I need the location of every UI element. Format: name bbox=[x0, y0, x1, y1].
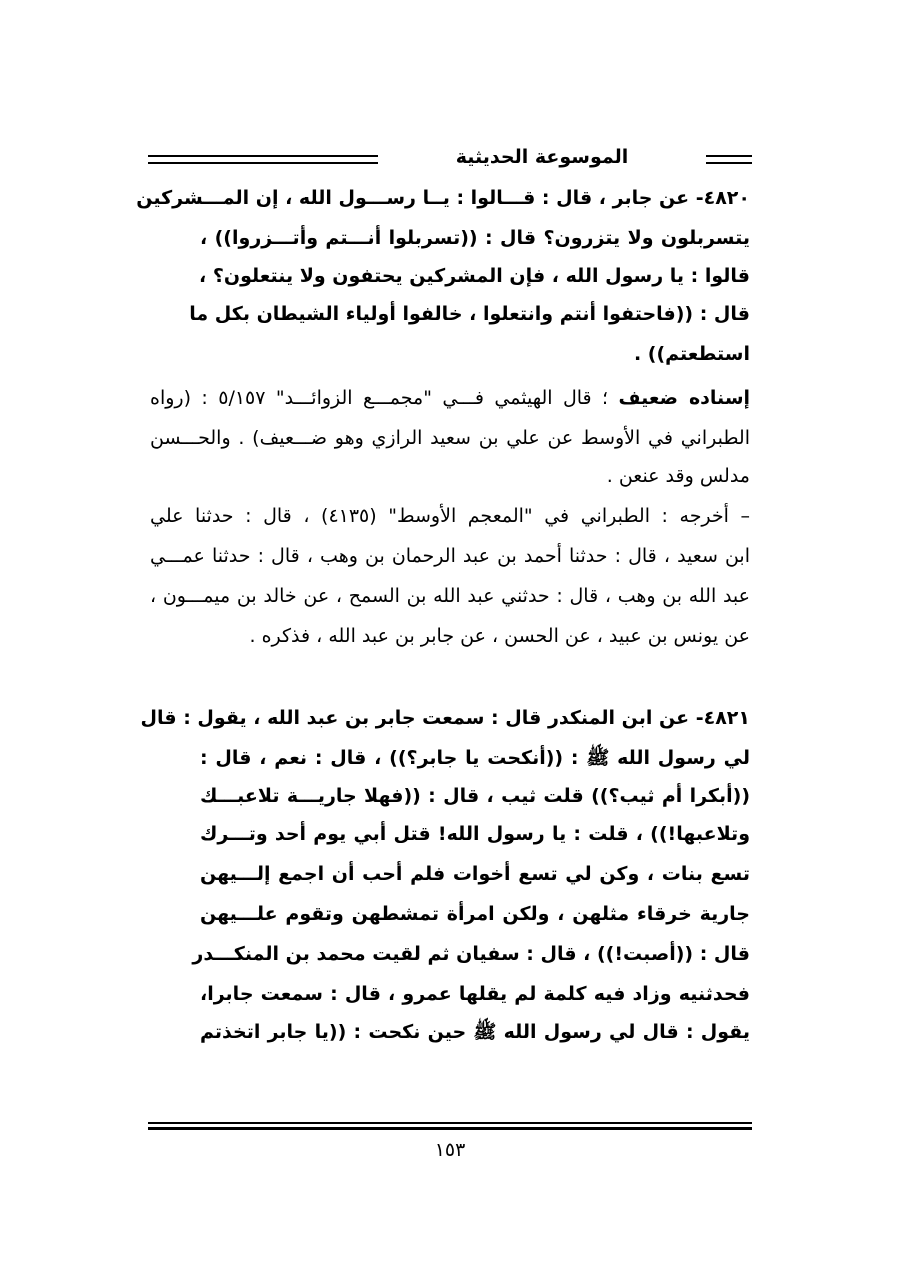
page-title: الموسوعة الحديثية bbox=[455, 146, 629, 168]
running-header bbox=[148, 144, 752, 170]
footer-rule-thin bbox=[148, 1122, 752, 1124]
hadith-4820-line-1: ٤٨٢٠- عن جابر ، قال : قـــالوا : يــا رســـول الله ، إن المـــشركين bbox=[136, 187, 750, 209]
header-rule-right bbox=[706, 155, 752, 164]
hadith-4821-line-8: فحدثنيه وزاد فيه كلمة لم يقلها عمرو ، قال : سمعت جابرا، bbox=[200, 983, 750, 1005]
footer-rule-thick bbox=[148, 1127, 752, 1130]
hadith-4821-line-7: قال : ((أصبت!)) ، قال : سفيان ثم لقيت محمد بن المنكـــدر bbox=[192, 943, 750, 965]
commentary-line-2: الطبراني في الأوسط عن علي بن سعيد الرازي وهو ضـــعيف) . والحـــسن bbox=[150, 427, 750, 449]
page-number: ١٥٣ bbox=[434, 1139, 466, 1161]
commentary-line-6: عبد الله بن وهب ، قال : حدثني عبد الله بن السمح ، عن خالد بن ميمـــون ، bbox=[150, 585, 750, 607]
commentary-line-3: مدلس وقد عنعن . bbox=[606, 465, 750, 487]
hadith-4821-line-3: ((أبكرا أم ثيب؟)) قلت ثيب ، قال : ((فهلا جاريـــة تلاعبـــك bbox=[200, 785, 750, 807]
hadith-4821-line-6: جارية خرقاء مثلهن ، ولكن امرأة تمشطهن وتقوم علـــيهن bbox=[200, 903, 750, 925]
commentary-line-7: عن يونس بن عبيد ، عن الحسن ، عن جابر بن عبد الله ، فذكره . bbox=[249, 625, 750, 647]
hadith-4820-line-5: استطعتم)) . bbox=[633, 343, 750, 365]
commentary-line-1 bbox=[150, 380, 750, 416]
commentary-lead-phrase: إسناده ضعيف bbox=[618, 387, 751, 409]
commentary-line-4: – أخرجه : الطبراني في "المعجم الأوسط" (٤١٣٥) ، قال : حدثنا علي bbox=[150, 505, 751, 527]
hadith-4821-line-2: لي رسول الله ﷺ : ((أنكحت يا جابر؟)) ، قال : نعم ، قال : bbox=[200, 747, 750, 769]
hadith-4820-line-4: قال : ((فاحتفوا أنتم وانتعلوا ، خالفوا أولياء الشيطان بكل ما bbox=[189, 303, 750, 325]
hadith-4820-line-3: قالوا : يا رسول الله ، فإن المشركين يحتفون ولا ينتعلون؟ ، bbox=[199, 265, 750, 287]
hadith-4821-line-5: تسع بنات ، وكن لي تسع أخوات فلم أحب أن اجمع إلـــيهن bbox=[200, 863, 750, 885]
commentary-line-5: ابن سعيد ، قال : حدثنا أحمد بن عبد الرحمان بن وهب ، قال : حدثنا عمـــي bbox=[150, 545, 750, 567]
hadith-4821-line-4: وتلاعبها!)) ، قلت : يا رسول الله! قتل أبي يوم أحد وتـــرك bbox=[200, 823, 750, 845]
header-rule-left bbox=[148, 155, 378, 164]
hadith-4821-line-1: ٤٨٢١- عن ابن المنكدر قال : سمعت جابر بن عبد الله ، يقول : قال bbox=[140, 707, 750, 729]
hadith-4820-line-2: يتسربلون ولا يتزرون؟ قال : ((تسربلوا أنـــتم وأتـــزروا)) ، bbox=[200, 227, 750, 249]
hadith-4821-line-9: يقول : قال لي رسول الله ﷺ حين نكحت : ((يا جابر اتخذتم bbox=[200, 1021, 750, 1043]
commentary-line-1-text: إسناده ضعيف ؛ قال الهيثمي فـــي "مجمـــع الزوائـــد" ٥/١٥٧ : (رواه bbox=[150, 387, 751, 409]
